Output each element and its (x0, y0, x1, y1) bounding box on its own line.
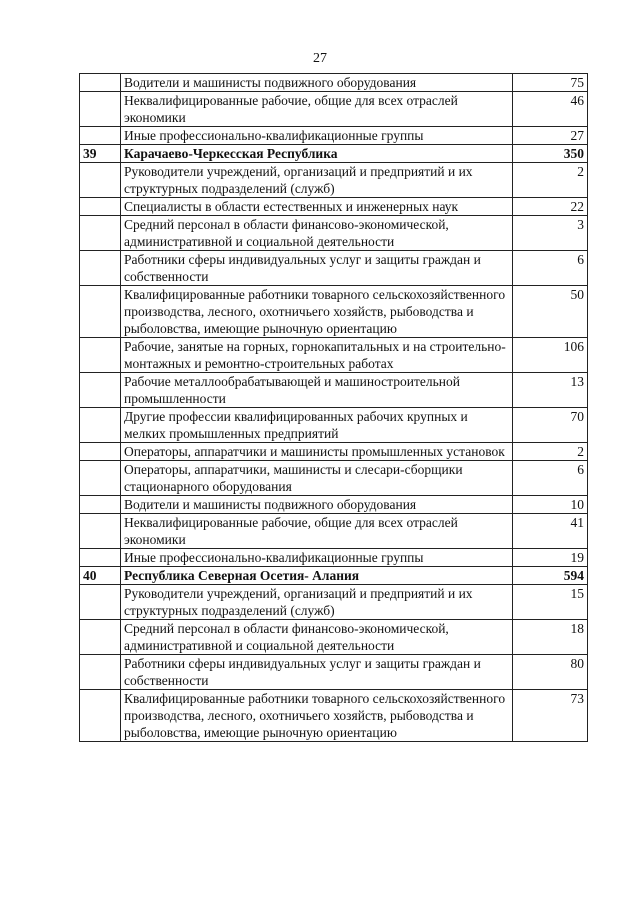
row-name: Рабочие металлообрабатывающей и машиностроительной промышленности (121, 373, 513, 408)
row-name: Операторы, аппаратчики и машинисты промышленных установок (121, 443, 513, 461)
row-value: 10 (513, 496, 588, 514)
row-number (80, 585, 121, 620)
row-value: 350 (513, 145, 588, 163)
row-name: Водители и машинисты подвижного оборудования (121, 496, 513, 514)
row-number (80, 408, 121, 443)
row-value: 13 (513, 373, 588, 408)
table-row (80, 74, 588, 92)
row-value: 27 (513, 127, 588, 145)
row-number (80, 251, 121, 286)
table-row (80, 338, 588, 373)
table-row (80, 443, 588, 461)
row-value: 3 (513, 216, 588, 251)
table-row (80, 251, 588, 286)
row-number: 40 (80, 567, 121, 585)
row-name: Руководители учреждений, организаций и предприятий и их структурных подразделений (служб) (121, 585, 513, 620)
row-value: 22 (513, 198, 588, 216)
row-number (80, 655, 121, 690)
table-row (80, 549, 588, 567)
row-name: Операторы, аппаратчики, машинисты и слесари-сборщики стационарного оборудования (121, 461, 513, 496)
row-name: Квалифицированные работники товарного сельскохозяйственного производства, лесного, охотничьего хозяйств, рыбоводства и рыболовства, имеющие рыночную ориентацию (121, 690, 513, 742)
row-name: Руководители учреждений, организаций и предприятий и их структурных подразделений (служб) (121, 163, 513, 198)
row-value: 6 (513, 251, 588, 286)
table-row (80, 92, 588, 127)
row-number (80, 74, 121, 92)
row-name: Рабочие, занятые на горных, горнокапитальных и на строительно-монтажных и ремонтно-строительных работах (121, 338, 513, 373)
table-row (80, 620, 588, 655)
table-row (80, 514, 588, 549)
row-value: 19 (513, 549, 588, 567)
table-row (80, 408, 588, 443)
row-value: 75 (513, 74, 588, 92)
region-row (80, 145, 588, 163)
row-name: Водители и машинисты подвижного оборудования (121, 74, 513, 92)
row-value: 594 (513, 567, 588, 585)
row-number (80, 620, 121, 655)
row-number (80, 514, 121, 549)
row-value: 50 (513, 286, 588, 338)
region-row (80, 567, 588, 585)
row-value: 6 (513, 461, 588, 496)
table-row (80, 127, 588, 145)
table-row (80, 496, 588, 514)
row-value: 73 (513, 690, 588, 742)
table-body (80, 74, 588, 742)
row-name: Неквалифицированные рабочие, общие для всех отраслей экономики (121, 92, 513, 127)
row-number (80, 127, 121, 145)
row-name: Средний персонал в области финансово-экономической, административной и социальной деятельности (121, 620, 513, 655)
row-value: 41 (513, 514, 588, 549)
row-value: 106 (513, 338, 588, 373)
row-name: Иные профессионально-квалификационные группы (121, 127, 513, 145)
row-value: 15 (513, 585, 588, 620)
row-number (80, 198, 121, 216)
row-name: Другие профессии квалифицированных рабочих крупных и мелких промышленных предприятий (121, 408, 513, 443)
row-number (80, 373, 121, 408)
table-row (80, 690, 588, 742)
row-number (80, 496, 121, 514)
row-number: 39 (80, 145, 121, 163)
row-name: Работники сферы индивидуальных услуг и защиты граждан и собственности (121, 251, 513, 286)
table-row (80, 373, 588, 408)
table-row (80, 163, 588, 198)
row-number (80, 443, 121, 461)
row-name: Средний персонал в области финансово-экономической, административной и социальной деятельности (121, 216, 513, 251)
row-value: 80 (513, 655, 588, 690)
row-name: Республика Северная Осетия- Алания (121, 567, 513, 585)
page-number: 27 (313, 51, 327, 66)
table-row (80, 461, 588, 496)
row-number (80, 163, 121, 198)
row-name: Неквалифицированные рабочие, общие для всех отраслей экономики (121, 514, 513, 549)
row-name: Специалисты в области естественных и инженерных наук (121, 198, 513, 216)
row-value: 2 (513, 163, 588, 198)
table-row (80, 198, 588, 216)
row-name: Иные профессионально-квалификационные группы (121, 549, 513, 567)
row-number (80, 690, 121, 742)
row-name: Квалифицированные работники товарного сельскохозяйственного производства, лесного, охотничьего хозяйств, рыбоводства и рыболовства, имеющие рыночную ориентацию (121, 286, 513, 338)
row-number (80, 216, 121, 251)
data-table (79, 73, 588, 742)
row-value: 18 (513, 620, 588, 655)
row-name: Работники сферы индивидуальных услуг и защиты граждан и собственности (121, 655, 513, 690)
row-name: Карачаево-Черкесская Республика (121, 145, 513, 163)
table-row (80, 216, 588, 251)
row-number (80, 92, 121, 127)
row-number (80, 338, 121, 373)
row-number (80, 461, 121, 496)
row-value: 46 (513, 92, 588, 127)
row-number (80, 286, 121, 338)
table-row (80, 655, 588, 690)
table-row (80, 585, 588, 620)
table-row (80, 286, 588, 338)
row-value: 70 (513, 408, 588, 443)
row-number (80, 549, 121, 567)
row-value: 2 (513, 443, 588, 461)
